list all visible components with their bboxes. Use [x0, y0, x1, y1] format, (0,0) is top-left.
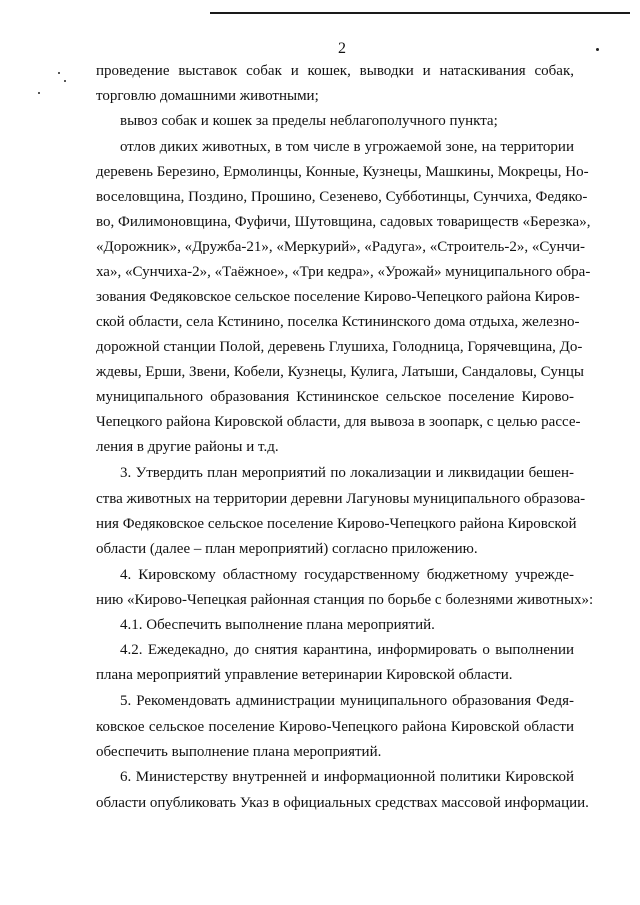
text-line: ха», «Сунчиха-2», «Таёжное», «Три кедра», «Урожай» муниципального обра-: [96, 264, 591, 280]
text-line: проведение выставок собак и кошек, выводки и натаскивания собак,: [96, 63, 574, 79]
scan-speck: [38, 92, 40, 94]
text-line: ждевы, Ерши, Звени, Кобели, Кузнецы, Кулига, Латыши, Сандаловы, Сунцы: [96, 364, 584, 380]
text-line: ства животных на территории деревни Лагуновы муниципального образова-: [96, 491, 586, 507]
text-line: дорожной станции Полой, деревень Глушиха, Голодница, Горячевщина, До-: [96, 339, 583, 355]
text-line: ской области, села Кстинино, поселка Кстининского дома отдыха, железно-: [96, 314, 580, 330]
text-line: воселовщина, Поздино, Прошино, Сезенево, Субботинцы, Сунчиха, Федяко-: [96, 189, 588, 205]
text-line: области опубликовать Указ в официальных средствах массовой информации.: [96, 795, 589, 811]
text-line: 4.1. Обеспечить выполнение плана мероприятий.: [120, 617, 435, 633]
text-line: во, Филимоновщина, Фуфичи, Шутовщина, садовых товариществ «Березка»,: [96, 214, 591, 230]
text-line: 6. Министерству внутренней и информационной политики Кировской: [120, 769, 574, 785]
text-line: деревень Березино, Ермолинцы, Конные, Кузнецы, Машкины, Мокрецы, Но-: [96, 164, 589, 180]
text-line: ния Федяковское сельское поселение Кирово-Чепецкого района Кировской: [96, 516, 577, 532]
text-line: 4.2. Ежедекадно, до снятия карантина, информировать о выполнении: [120, 642, 574, 658]
scan-edge-line: [210, 12, 630, 14]
text-line: отлов диких животных, в том числе в угрожаемой зоне, на территории: [120, 139, 574, 155]
text-line: нию «Кирово-Чепецкая районная станция по борьбе с болезнями животных»:: [96, 592, 594, 608]
text-line: 3. Утвердить план мероприятий по локализации и ликвидации бешен-: [120, 465, 574, 481]
text-line: 4. Кировскому областному государственному бюджетному учрежде-: [120, 567, 574, 583]
text-line: ления в другие районы и т.д.: [96, 439, 279, 455]
text-line: области (далее – план мероприятий) согласно приложению.: [96, 541, 478, 557]
text-line: плана мероприятий управление ветеринарии Кировской области.: [96, 667, 513, 683]
scan-speck: [58, 72, 60, 74]
page-number: 2: [338, 40, 346, 57]
text-line: торговлю домашними животными;: [96, 88, 319, 104]
text-line: муниципального образования Кстининское сельское поселение Кирово-: [96, 389, 574, 405]
text-line: 5. Рекомендовать администрации муниципального образования Федя-: [120, 693, 574, 709]
scan-speck: [596, 48, 599, 51]
text-line: вывоз собак и кошек за пределы неблагополучного пункта;: [120, 113, 498, 129]
text-line: Чепецкого района Кировской области, для вывоза в зоопарк, с целью рассе-: [96, 414, 581, 430]
scan-speck: [64, 80, 66, 82]
text-line: зования Федяковское сельское поселение Кирово-Чепецкого района Киров-: [96, 289, 580, 305]
text-line: обеспечить выполнение плана мероприятий.: [96, 744, 382, 760]
text-line: ковское сельское поселение Кирово-Чепецкого района Кировской области: [96, 719, 574, 735]
text-line: «Дорожник», «Дружба-21», «Меркурий», «Радуга», «Строитель-2», «Сунчи-: [96, 239, 586, 255]
